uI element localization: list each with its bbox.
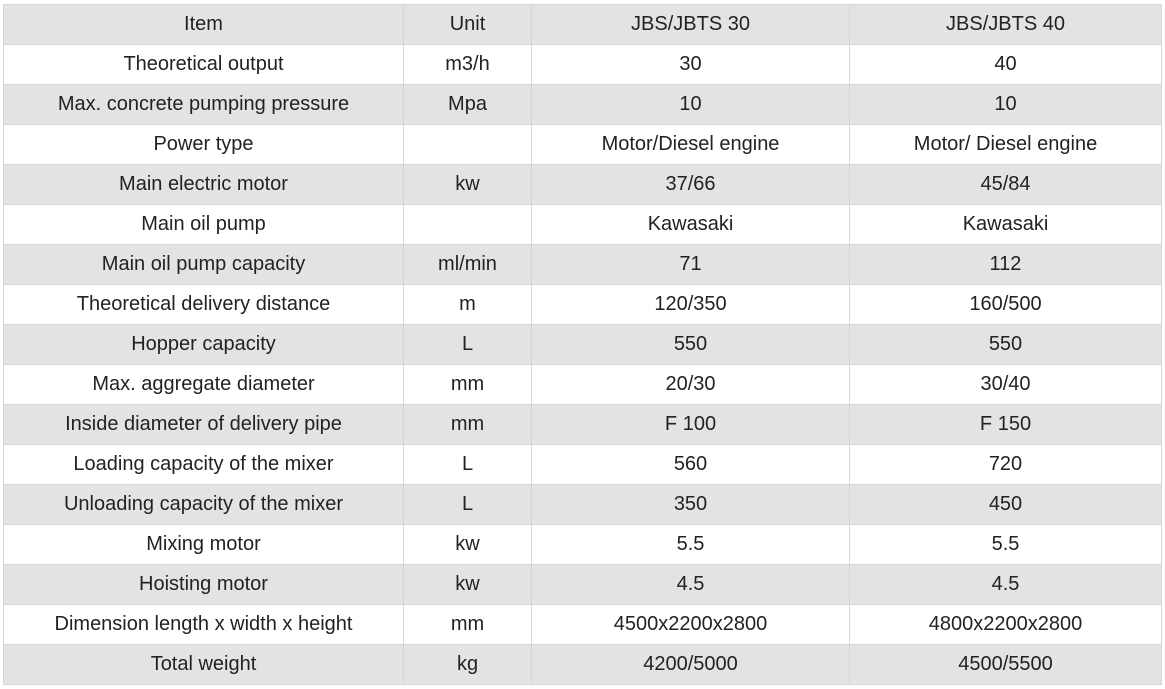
cell-model-1: 4.5: [532, 565, 850, 605]
cell-item: Hoisting motor: [4, 565, 404, 605]
cell-model-1: 37/66: [532, 165, 850, 205]
cell-model-1: 4500x2200x2800: [532, 605, 850, 645]
cell-model-1: F 100: [532, 405, 850, 445]
cell-model-1: 560: [532, 445, 850, 485]
cell-item: Total weight: [4, 645, 404, 685]
cell-model-2: 30/40: [850, 365, 1162, 405]
cell-model-2: 45/84: [850, 165, 1162, 205]
cell-model-2: 4800x2200x2800: [850, 605, 1162, 645]
cell-unit: m: [404, 285, 532, 325]
cell-item: Main oil pump capacity: [4, 245, 404, 285]
cell-model-1: 350: [532, 485, 850, 525]
cell-item: Main electric motor: [4, 165, 404, 205]
cell-model-2: 450: [850, 485, 1162, 525]
table-row: [4, 205, 1162, 245]
table-row: [4, 165, 1162, 205]
table-row: [4, 325, 1162, 365]
cell-model-1: 5.5: [532, 525, 850, 565]
cell-model-2: 112: [850, 245, 1162, 285]
cell-item: Mixing motor: [4, 525, 404, 565]
table-row: [4, 565, 1162, 605]
table-row: [4, 485, 1162, 525]
cell-unit: kw: [404, 165, 532, 205]
specification-table: [3, 4, 1162, 685]
cell-item: Max. concrete pumping pressure: [4, 85, 404, 125]
header-model-1: JBS/JBTS 30: [532, 5, 850, 45]
header-item: Item: [4, 5, 404, 45]
cell-unit: [404, 205, 532, 245]
cell-item: Power type: [4, 125, 404, 165]
cell-model-1: 120/350: [532, 285, 850, 325]
cell-model-1: 4200/5000: [532, 645, 850, 685]
table-header-row: [4, 5, 1162, 45]
table-row: [4, 605, 1162, 645]
cell-model-2: F 150: [850, 405, 1162, 445]
header-unit: Unit: [404, 5, 532, 45]
cell-item: Hopper capacity: [4, 325, 404, 365]
cell-model-2: Motor/ Diesel engine: [850, 125, 1162, 165]
cell-model-2: Kawasaki: [850, 205, 1162, 245]
cell-unit: m3/h: [404, 45, 532, 85]
cell-unit: mm: [404, 365, 532, 405]
cell-model-1: 30: [532, 45, 850, 85]
header-model-2: JBS/JBTS 40: [850, 5, 1162, 45]
table-row: [4, 125, 1162, 165]
table-row: [4, 245, 1162, 285]
cell-item: Unloading capacity of the mixer: [4, 485, 404, 525]
cell-item: Max. aggregate diameter: [4, 365, 404, 405]
table-row: [4, 405, 1162, 445]
cell-model-2: 5.5: [850, 525, 1162, 565]
cell-model-2: 4500/5500: [850, 645, 1162, 685]
table-row: [4, 445, 1162, 485]
cell-model-2: 10: [850, 85, 1162, 125]
cell-unit: L: [404, 485, 532, 525]
cell-unit: L: [404, 325, 532, 365]
cell-unit: kg: [404, 645, 532, 685]
cell-item: Loading capacity of the mixer: [4, 445, 404, 485]
cell-item: Theoretical delivery distance: [4, 285, 404, 325]
cell-model-1: Motor/Diesel engine: [532, 125, 850, 165]
cell-model-2: 550: [850, 325, 1162, 365]
table-row: [4, 645, 1162, 685]
table-row: [4, 525, 1162, 565]
cell-item: Dimension length x width x height: [4, 605, 404, 645]
cell-model-2: 720: [850, 445, 1162, 485]
cell-model-1: 20/30: [532, 365, 850, 405]
cell-unit: mm: [404, 605, 532, 645]
cell-unit: [404, 125, 532, 165]
cell-model-1: 550: [532, 325, 850, 365]
cell-unit: Mpa: [404, 85, 532, 125]
cell-model-2: 40: [850, 45, 1162, 85]
cell-item: Main oil pump: [4, 205, 404, 245]
cell-unit: kw: [404, 565, 532, 605]
cell-unit: L: [404, 445, 532, 485]
cell-unit: mm: [404, 405, 532, 445]
cell-model-1: Kawasaki: [532, 205, 850, 245]
cell-item: Inside diameter of delivery pipe: [4, 405, 404, 445]
cell-unit: ml/min: [404, 245, 532, 285]
table-row: [4, 365, 1162, 405]
cell-model-1: 10: [532, 85, 850, 125]
cell-model-2: 160/500: [850, 285, 1162, 325]
table-row: [4, 285, 1162, 325]
cell-unit: kw: [404, 525, 532, 565]
cell-item: Theoretical output: [4, 45, 404, 85]
table-row: [4, 85, 1162, 125]
table-row: [4, 45, 1162, 85]
cell-model-1: 71: [532, 245, 850, 285]
cell-model-2: 4.5: [850, 565, 1162, 605]
